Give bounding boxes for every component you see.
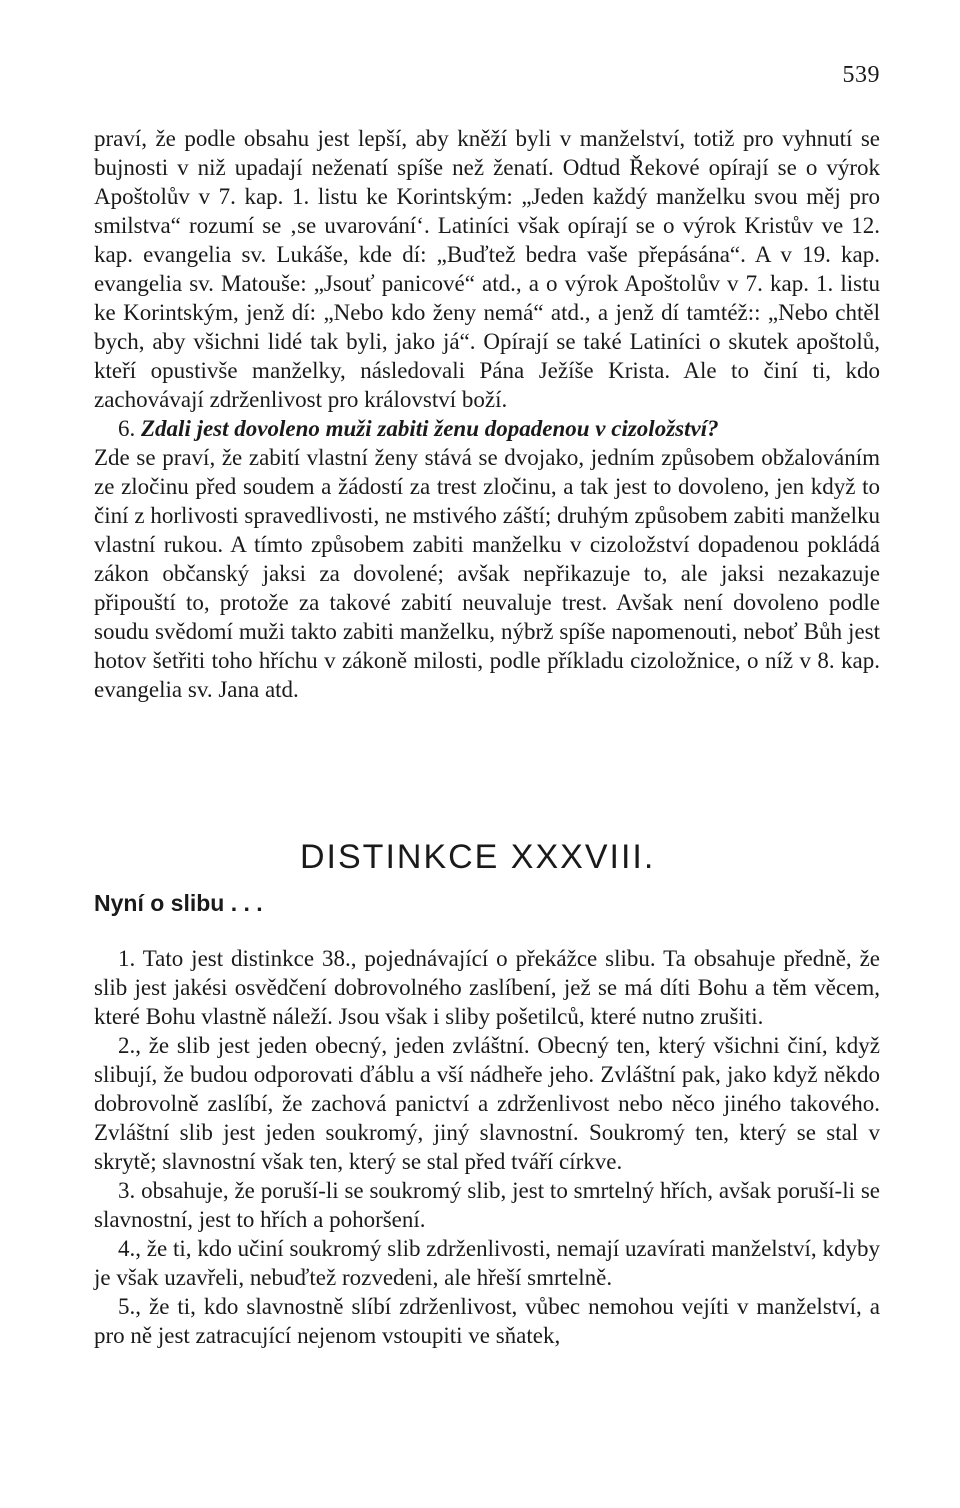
question-heading bbox=[94, 414, 880, 443]
paragraph: 1. Tato jest distinkce 38., pojednávající o překážce slibu. Ta obsahuje předně, že slib jest jakési osvědčení dobrovolného zaslíbení, jež se má díti Bohu a těm věcem, které Bohu vlastně náleží. Jsou však i sliby pošetilců, které nutno zrušiti. bbox=[94, 946, 880, 1029]
question-number: 6. bbox=[118, 416, 136, 441]
body-text-bottom bbox=[94, 944, 880, 1350]
paragraph: praví, že podle obsahu jest lepší, aby kněží byli v manželství, totiž pro vyhnutí se bujnosti v niž upadají neženatí spíše než ženatí. Odtud Řekové opírají se o výrok Apoštolův v 7. kap. 1. listu ke Korintským: „Jeden každý manželku svou měj pro smilstva“ rozumí se ‚se uvarování‘. Latiníci však opírají se o výrok Kristův ve 12. kap. evangelia sv. Lukáše, kde dí: „Buďtež bedra vaše přepásána“. A v 19. kap. evangelia sv. Matouše: „Jsouť panicové“ atd., a o výrok Apoštolův v 7. kap. 1. listu ke Korintským, jenž dí: „Nebo kdo ženy nemá“ atd., a jenž dí tamtéž:: „Nebo chtěl bych, aby všichni lidé tak byli, jako já“. Opírají se také Latiníci o skutek apoštolů, kteří opustivše manželky, následovali Pána Ježíše Krista. Ale to činí ti, kdo zachovávají zdrženlivost pro království boží. bbox=[94, 126, 880, 412]
page-number: 539 bbox=[842, 62, 880, 88]
paragraph: 2., že slib jest jeden obecný, jeden zvláštní. Obecný ten, který všichni činí, když slibují, že budou odporovati ďáblu a vší nádheře jeho. Zvláštní pak, jako když někdo dobrovolně zaslíbí, že zachová panictví a zdrženlivost nebo něco jiného takového. Zvláštní slib jest jeden soukromý, jiný slavnostní. Soukromý ten, který se stal v skrytě; slavnostní však ten, který se stal před tváří církve. bbox=[94, 1033, 880, 1174]
paragraph: 3. obsahuje, že poruší-li se soukromý slib, jest to smrtelný hřích, avšak poruší-li se slavnostní, jest to hřích a pohoršení. bbox=[94, 1178, 880, 1232]
distinction-title: DISTINKCE XXXVIII. bbox=[300, 838, 656, 876]
side-note: Nyní o slibu . . . bbox=[94, 890, 263, 916]
paragraph: Zde se praví, že zabití vlastní ženy stává se dvojako, jedním způsobem obžalováním ze zločinu před soudem a žádostí za trest zločinu, a tak jest to dovoleno, jen když to činí z horlivosti spravedlivosti, ne mstivého záští; druhým způsobem zabiti manželku vlastní rukou. A tímto způsobem zabiti manželku v cizoložství dopadenou pokládá zákon občanský jaksi za dovolené; avšak nepřikazuje to, ale jaksi nezakazuje připouští to, protože za takové zabití neuvaluje trest. Avšak není dovoleno podle soudu svědomí muži takto zabiti manželku, nýbrž spíše napomenouti, neboť Bůh jest hotov šetřiti toho hříchu v zákoně milosti, podle příkladu cizoložnice, o níž v 8. kap. evangelia sv. Jana atd. bbox=[94, 445, 880, 702]
body-text-top bbox=[94, 124, 880, 704]
paragraph: 4., že ti, kdo učiní soukromý slib zdrženlivosti, nemají uzavírati manželství, kdyby je však uzavřeli, nebuďtež rozvedeni, ale hřeší smrtelně. bbox=[94, 1236, 880, 1290]
question-text: Zdali jest dovoleno muži zabiti ženu dopadenou v cizoložství? bbox=[141, 416, 719, 441]
paragraph: 5., že ti, kdo slavnostně slíbí zdrženlivost, vůbec nemohou vejíti v manželství, a pro ně jest zatracující nejenom vstoupiti ve sňatek, bbox=[94, 1294, 880, 1348]
